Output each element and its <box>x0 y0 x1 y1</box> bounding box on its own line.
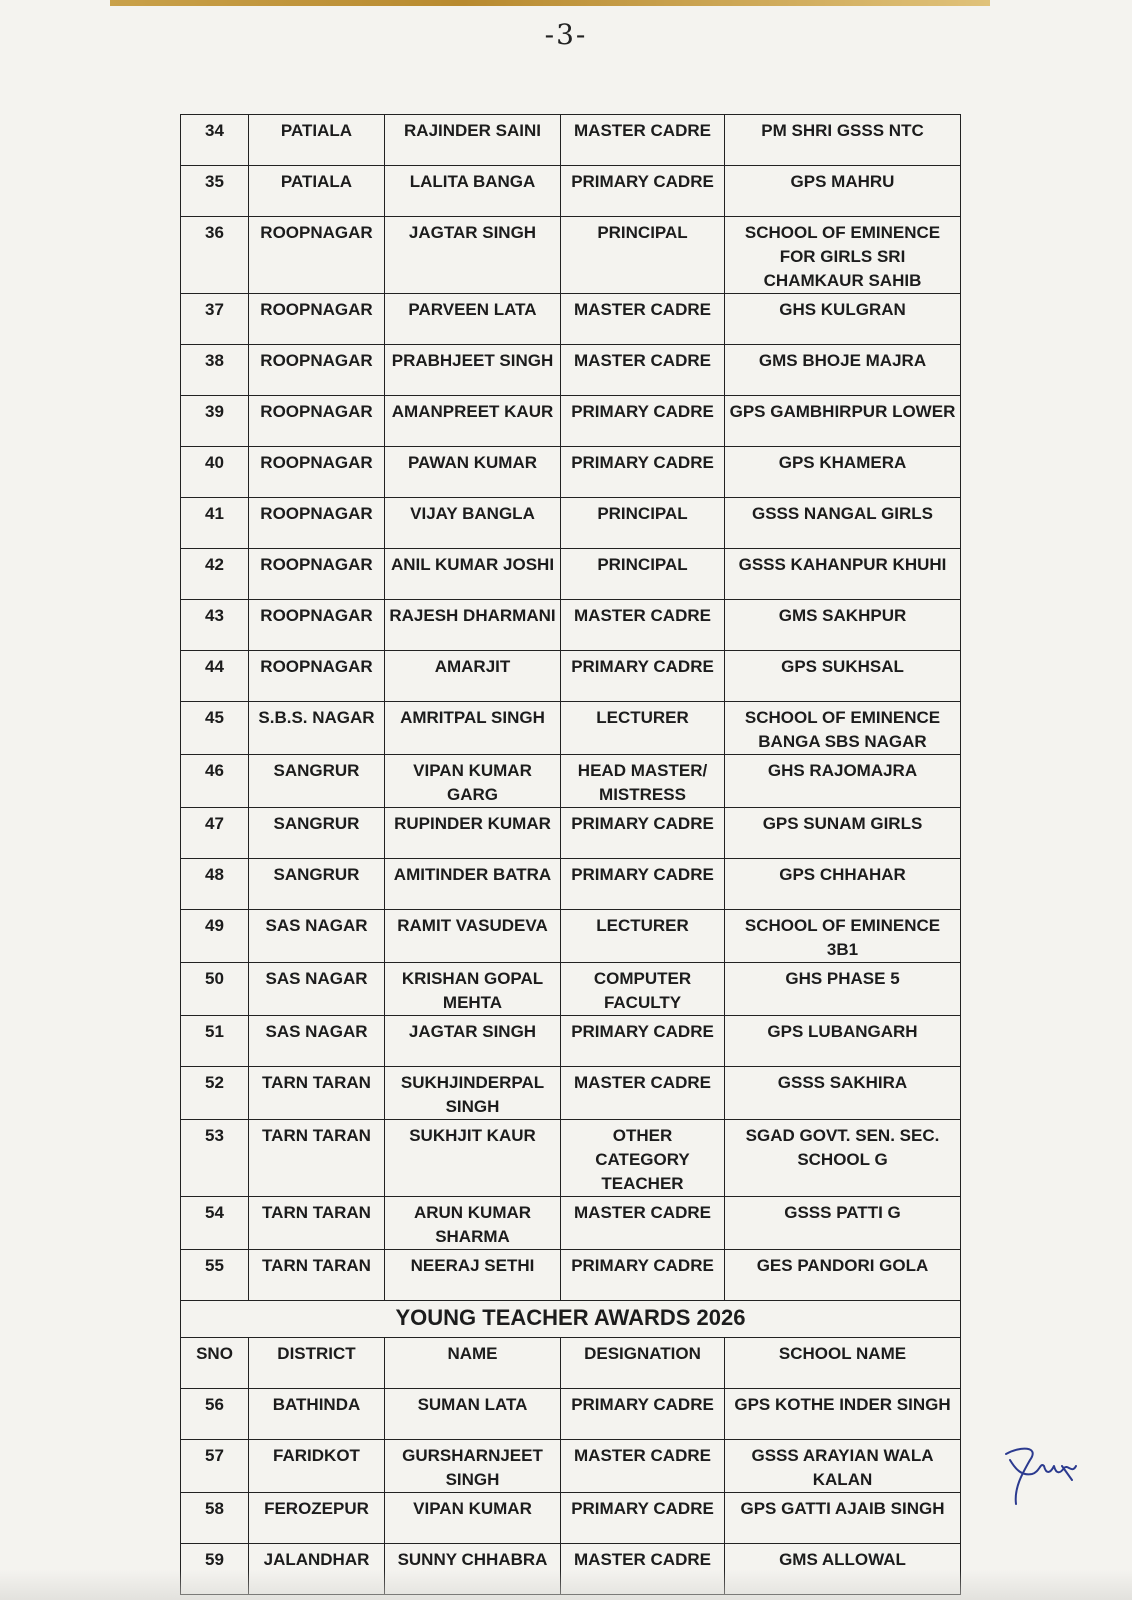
cell-school-name: SCHOOL OF EMINENCE FOR GIRLS SRI CHAMKAUR SAHIB <box>725 217 961 294</box>
header-district: DISTRICT <box>249 1338 385 1389</box>
cell-district: ROOPNAGAR <box>249 294 385 345</box>
cell-name: PRABHJEET SINGH <box>385 345 561 396</box>
cell-designation: COMPUTER FACULTY <box>561 963 725 1016</box>
cell-sno: 48 <box>181 859 249 910</box>
table-row <box>181 1120 961 1197</box>
cell-school-name: GHS RAJOMAJRA <box>725 755 961 808</box>
cell-school-name: PM SHRI GSSS NTC <box>725 115 961 166</box>
cell-sno: 58 <box>181 1493 249 1544</box>
cell-school-name: GSSS PATTI G <box>725 1197 961 1250</box>
table-row <box>181 115 961 166</box>
cell-district: FEROZEPUR <box>249 1493 385 1544</box>
cell-school-name: SGAD GOVT. SEN. SEC. SCHOOL G <box>725 1120 961 1197</box>
table-row <box>181 217 961 294</box>
table-row <box>181 808 961 859</box>
cell-school-name: GPS CHHAHAR <box>725 859 961 910</box>
cell-district: PATIALA <box>249 166 385 217</box>
cell-sno: 34 <box>181 115 249 166</box>
cell-district: TARN TARAN <box>249 1120 385 1197</box>
cell-name: VIJAY BANGLA <box>385 498 561 549</box>
cell-sno: 54 <box>181 1197 249 1250</box>
cell-district: PATIALA <box>249 115 385 166</box>
cell-designation: MASTER CADRE <box>561 345 725 396</box>
cell-sno: 36 <box>181 217 249 294</box>
cell-district: TARN TARAN <box>249 1250 385 1301</box>
cell-designation: MASTER CADRE <box>561 1544 725 1595</box>
cell-name: RAMIT VASUDEVA <box>385 910 561 963</box>
cell-name: RAJINDER SAINI <box>385 115 561 166</box>
cell-sno: 39 <box>181 396 249 447</box>
table-row <box>181 447 961 498</box>
cell-sno: 57 <box>181 1440 249 1493</box>
cell-school-name: GPS KHAMERA <box>725 447 961 498</box>
cell-district: FARIDKOT <box>249 1440 385 1493</box>
cell-sno: 56 <box>181 1389 249 1440</box>
table-row <box>181 963 961 1016</box>
cell-name: AMRITPAL SINGH <box>385 702 561 755</box>
cell-sno: 46 <box>181 755 249 808</box>
cell-school-name: SCHOOL OF EMINENCE BANGA SBS NAGAR <box>725 702 961 755</box>
cell-district: S.B.S. NAGAR <box>249 702 385 755</box>
table-header-row <box>181 1338 961 1389</box>
cell-designation: MASTER CADRE <box>561 294 725 345</box>
table-row <box>181 859 961 910</box>
cell-school-name: SCHOOL OF EMINENCE 3B1 <box>725 910 961 963</box>
cell-district: ROOPNAGAR <box>249 600 385 651</box>
young-teacher-awards-section <box>181 1301 961 1595</box>
cell-name: RAJESH DHARMANI <box>385 600 561 651</box>
cell-designation: MASTER CADRE <box>561 115 725 166</box>
cell-district: ROOPNAGAR <box>249 549 385 600</box>
cell-district: ROOPNAGAR <box>249 498 385 549</box>
table-row <box>181 702 961 755</box>
cell-name: SUMAN LATA <box>385 1389 561 1440</box>
cell-school-name: GHS KULGRAN <box>725 294 961 345</box>
cell-school-name: GPS MAHRU <box>725 166 961 217</box>
cell-school-name: GHS PHASE 5 <box>725 963 961 1016</box>
cell-name: SUKHJINDERPAL SINGH <box>385 1067 561 1120</box>
section-title: YOUNG TEACHER AWARDS 2026 <box>181 1301 961 1338</box>
cell-designation: HEAD MASTER/ MISTRESS <box>561 755 725 808</box>
cell-sno: 44 <box>181 651 249 702</box>
cell-designation: PRINCIPAL <box>561 549 725 600</box>
cell-name: LALITA BANGA <box>385 166 561 217</box>
cell-sno: 52 <box>181 1067 249 1120</box>
top-edge-strip <box>110 0 990 6</box>
table-row <box>181 498 961 549</box>
awards-table-part1 <box>181 115 961 1301</box>
cell-sno: 42 <box>181 549 249 600</box>
cell-school-name: GPS LUBANGARH <box>725 1016 961 1067</box>
table-row <box>181 549 961 600</box>
cell-sno: 40 <box>181 447 249 498</box>
cell-school-name: GPS GATTI AJAIB SINGH <box>725 1493 961 1544</box>
table-row <box>181 294 961 345</box>
cell-designation: PRIMARY CADRE <box>561 166 725 217</box>
cell-sno: 50 <box>181 963 249 1016</box>
cell-district: TARN TARAN <box>249 1067 385 1120</box>
cell-school-name: GPS KOTHE INDER SINGH <box>725 1389 961 1440</box>
cell-school-name: GSSS SAKHIRA <box>725 1067 961 1120</box>
table-row <box>181 396 961 447</box>
cell-name: AMARJIT <box>385 651 561 702</box>
header-sno: SNO <box>181 1338 249 1389</box>
table-row <box>181 910 961 963</box>
cell-designation: PRIMARY CADRE <box>561 447 725 498</box>
table-row <box>181 1197 961 1250</box>
table-row <box>181 651 961 702</box>
cell-designation: MASTER CADRE <box>561 600 725 651</box>
cell-designation: OTHER CATEGORY TEACHER <box>561 1120 725 1197</box>
cell-name: SUKHJIT KAUR <box>385 1120 561 1197</box>
cell-name: SUNNY CHHABRA <box>385 1544 561 1595</box>
cell-sno: 55 <box>181 1250 249 1301</box>
cell-name: JAGTAR SINGH <box>385 217 561 294</box>
cell-district: ROOPNAGAR <box>249 447 385 498</box>
header-name: NAME <box>385 1338 561 1389</box>
cell-designation: MASTER CADRE <box>561 1067 725 1120</box>
page-number: -3- <box>544 18 588 51</box>
cell-designation: PRINCIPAL <box>561 217 725 294</box>
table-row <box>181 1493 961 1544</box>
scan-bottom-shade <box>0 1570 1132 1600</box>
cell-sno: 51 <box>181 1016 249 1067</box>
awards-table <box>180 114 961 1595</box>
cell-designation: LECTURER <box>561 702 725 755</box>
header-designation: DESIGNATION <box>561 1338 725 1389</box>
cell-name: AMANPREET KAUR <box>385 396 561 447</box>
cell-name: VIPAN KUMAR <box>385 1493 561 1544</box>
cell-sno: 45 <box>181 702 249 755</box>
table-row <box>181 166 961 217</box>
cell-designation: MASTER CADRE <box>561 1440 725 1493</box>
cell-district: BATHINDA <box>249 1389 385 1440</box>
cell-sno: 53 <box>181 1120 249 1197</box>
cell-name: AMITINDER BATRA <box>385 859 561 910</box>
cell-name: RUPINDER KUMAR <box>385 808 561 859</box>
cell-designation: PRIMARY CADRE <box>561 1016 725 1067</box>
table-row <box>181 1389 961 1440</box>
cell-sno: 49 <box>181 910 249 963</box>
cell-designation: PRINCIPAL <box>561 498 725 549</box>
cell-sno: 43 <box>181 600 249 651</box>
header-school-name: SCHOOL NAME <box>725 1338 961 1389</box>
cell-sno: 37 <box>181 294 249 345</box>
cell-designation: PRIMARY CADRE <box>561 859 725 910</box>
cell-designation: PRIMARY CADRE <box>561 651 725 702</box>
cell-name: VIPAN KUMAR GARG <box>385 755 561 808</box>
cell-name: PARVEEN LATA <box>385 294 561 345</box>
cell-name: PAWAN KUMAR <box>385 447 561 498</box>
cell-school-name: GPS SUKHSAL <box>725 651 961 702</box>
cell-designation: PRIMARY CADRE <box>561 396 725 447</box>
cell-sno: 35 <box>181 166 249 217</box>
cell-district: ROOPNAGAR <box>249 217 385 294</box>
cell-school-name: GMS BHOJE MAJRA <box>725 345 961 396</box>
cell-district: JALANDHAR <box>249 1544 385 1595</box>
cell-sno: 38 <box>181 345 249 396</box>
cell-district: ROOPNAGAR <box>249 345 385 396</box>
cell-district: SAS NAGAR <box>249 1016 385 1067</box>
table-row <box>181 1250 961 1301</box>
table-row <box>181 600 961 651</box>
cell-designation: PRIMARY CADRE <box>561 808 725 859</box>
cell-sno: 47 <box>181 808 249 859</box>
table-row <box>181 1016 961 1067</box>
cell-name: ANIL KUMAR JOSHI <box>385 549 561 600</box>
cell-designation: LECTURER <box>561 910 725 963</box>
cell-district: ROOPNAGAR <box>249 396 385 447</box>
cell-school-name: GSSS ARAYIAN WALA KALAN <box>725 1440 961 1493</box>
cell-designation: PRIMARY CADRE <box>561 1389 725 1440</box>
cell-district: SANGRUR <box>249 755 385 808</box>
table-row <box>181 1440 961 1493</box>
cell-school-name: GPS SUNAM GIRLS <box>725 808 961 859</box>
cell-sno: 41 <box>181 498 249 549</box>
section-title-row <box>181 1301 961 1338</box>
cell-designation: MASTER CADRE <box>561 1197 725 1250</box>
cell-designation: PRIMARY CADRE <box>561 1250 725 1301</box>
cell-name: GURSHARNJEET SINGH <box>385 1440 561 1493</box>
table-row <box>181 345 961 396</box>
cell-district: ROOPNAGAR <box>249 651 385 702</box>
cell-district: SAS NAGAR <box>249 910 385 963</box>
cell-district: SAS NAGAR <box>249 963 385 1016</box>
table-row <box>181 1067 961 1120</box>
cell-name: NEERAJ SETHI <box>385 1250 561 1301</box>
cell-school-name: GSSS KAHANPUR KHUHI <box>725 549 961 600</box>
cell-school-name: GSSS NANGAL GIRLS <box>725 498 961 549</box>
cell-name: KRISHAN GOPAL MEHTA <box>385 963 561 1016</box>
cell-school-name: GMS SAKHPUR <box>725 600 961 651</box>
cell-name: ARUN KUMAR SHARMA <box>385 1197 561 1250</box>
handwritten-signature <box>1000 1440 1080 1510</box>
cell-district: SANGRUR <box>249 808 385 859</box>
cell-name: JAGTAR SINGH <box>385 1016 561 1067</box>
cell-designation: PRIMARY CADRE <box>561 1493 725 1544</box>
cell-sno: 59 <box>181 1544 249 1595</box>
cell-school-name: GMS ALLOWAL <box>725 1544 961 1595</box>
table-row <box>181 755 961 808</box>
cell-school-name: GPS GAMBHIRPUR LOWER <box>725 396 961 447</box>
cell-district: TARN TARAN <box>249 1197 385 1250</box>
cell-school-name: GES PANDORI GOLA <box>725 1250 961 1301</box>
cell-district: SANGRUR <box>249 859 385 910</box>
